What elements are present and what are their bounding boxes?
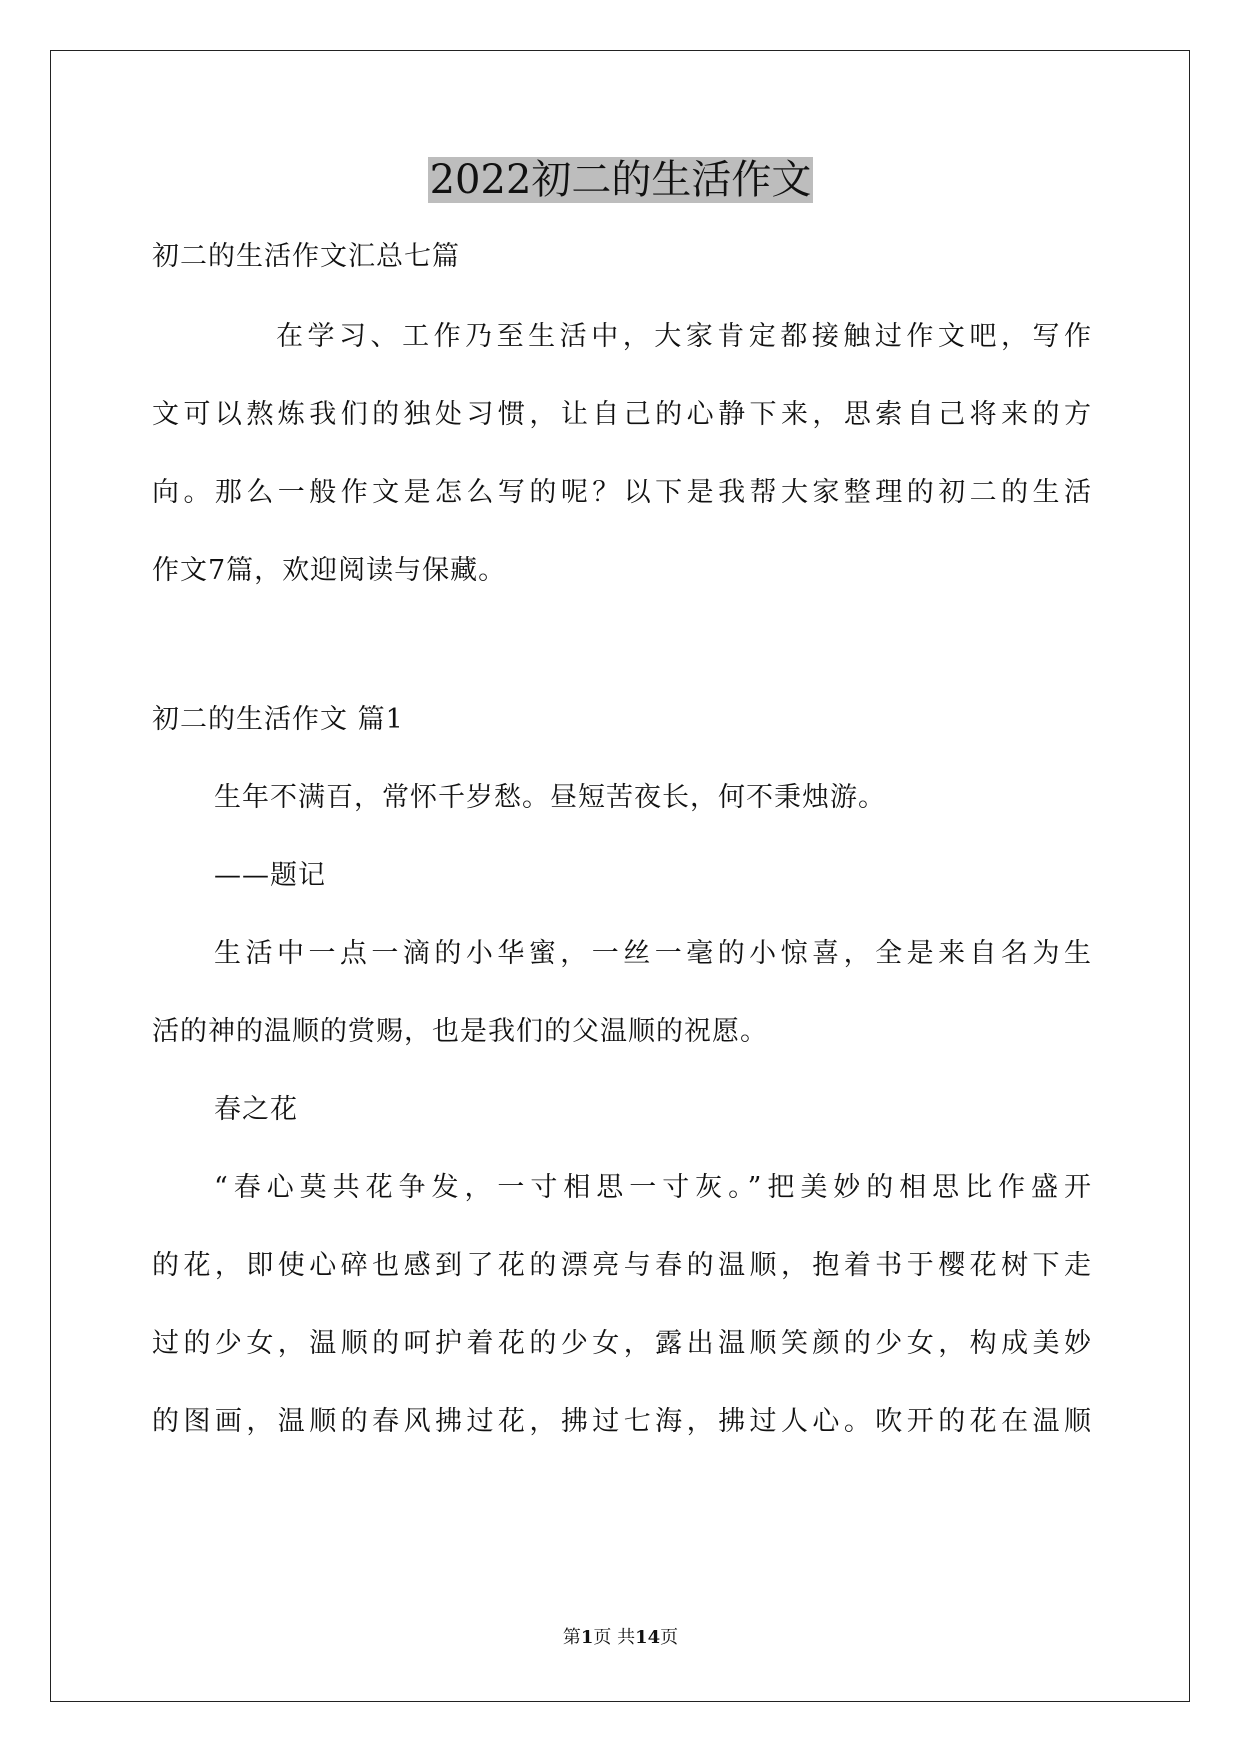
para2-line-4: 的图画，温顺的春风拂过花，拂过七海，拂过人心。吹开的花在温顺 (152, 1406, 1092, 1437)
document-title (0, 152, 1241, 208)
para2-line-3: 过的少女，温顺的呵护着花的少女，露出温顺笑颜的少女，构成美妙 (152, 1328, 1092, 1359)
page-footer (0, 1625, 1241, 1651)
epigraph: ——题记 (214, 860, 326, 891)
footer-page-suffix: 页 (660, 1627, 679, 1648)
poem-line: 生年不满百，常怀千岁愁。昼短苦夜长，何不秉烛游。 (214, 782, 886, 813)
footer-page-current: 1 (580, 1627, 594, 1648)
intro-line-4: 作文7篇，欢迎阅读与保藏。 (152, 555, 507, 586)
intro-line-2: 文可以熬炼我们的独处习惯，让自己的心静下来，思索自己将来的方 (152, 399, 1092, 430)
document-title-text: 2022初二的生活作文 (429, 157, 812, 203)
para2-line-1: “春心莫共花争发，一寸相思一寸灰。”把美妙的相思比作盛开 (214, 1172, 1092, 1203)
footer-page-prefix: 第 (562, 1627, 581, 1648)
intro-line-1: 在学习、工作乃至生活中，大家肯定都接触过作文吧，写作 (276, 321, 1092, 352)
footer-page-middle: 页 共 (593, 1627, 636, 1648)
para1-line-2: 活的神的温顺的赏赐，也是我们的父温顺的祝愿。 (152, 1016, 768, 1047)
para2-line-2: 的花，即使心碎也感到了花的漂亮与春的温顺，抱着书于樱花树下走 (152, 1250, 1092, 1281)
footer-page-total: 14 (635, 1627, 661, 1648)
para1-line-1: 生活中一点一滴的小华蜜，一丝一毫的小惊喜，全是来自名为生 (214, 938, 1092, 969)
subtitle: 初二的生活作文汇总七篇 (152, 241, 460, 272)
intro-line-3: 向。那么一般作文是怎么写的呢？以下是我帮大家整理的初二的生活 (152, 477, 1092, 508)
section-heading: 初二的生活作文 篇1 (152, 704, 404, 735)
spring-heading: 春之花 (214, 1094, 298, 1125)
